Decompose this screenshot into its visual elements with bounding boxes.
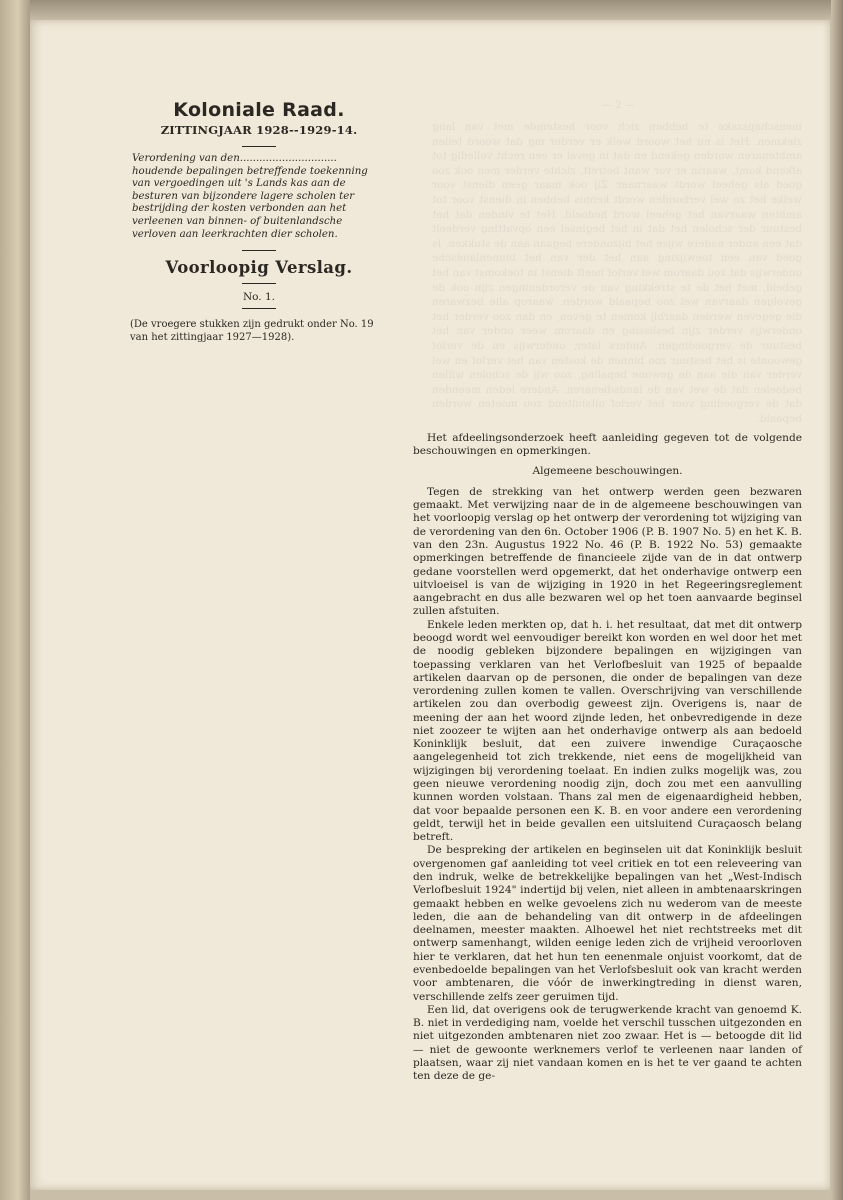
body-paragraph: Een lid, dat overigens ook de terugwerkende kracht van genoemd K. B. niet in verdediging nam, voelde het verschil tusschen uitgezonden en niet uitgezonden ambtenaren niet zoo zwaar. Het is — betoogde dit lid — niet de gewoonte werknemers verlof te verleenen naar landen of plaatsen, waar zij niet vandaan komen en is het te ver gaand te achten ten deze de ge- bbox=[413, 1003, 802, 1083]
report-title: Voorloopig Verslag. bbox=[165, 258, 353, 278]
section-heading: Algemeene beschouwingen. bbox=[532, 464, 683, 477]
showthrough-page-number: — 2 — bbox=[602, 100, 635, 111]
divider bbox=[242, 283, 276, 284]
body-paragraph: De bespreking der artikelen en beginselen uit dat Koninklijk besluit overgenomen gaf aanleiding tot veel critiek en tot een releveering van den indruk, welke de betrekkelijke bepalingen van het „West-Indisch Verlofbesluit 1924" indertijd bij velen, niet alleen in ambtenaarskringen gemaakt hebben en welke gevoelens zich nu wederom van de meeste leden, die aan de behandeling van dit ontwerp in de afdeelingen deelnamen, meester maakten. Alhoewel het niet rechtstreeks met dit ontwerp samenhangt, wilden eenige leden zich de vrijheid veroorloven hier te verklaren, dat het hun ten eenenmale onjuist voorkomt, dat de evenbedoelde bepalingen van het Verlofsbesluit ook van kracht werden voor ambtenaren, die vóór de inwerkingtreding in dienst waren, verschillende zelfs zeer geruimen tijd. bbox=[413, 844, 802, 1003]
book-spine-edge bbox=[0, 0, 30, 1200]
page-right-edge bbox=[831, 0, 843, 1200]
report-note: (De vroegere stukken zijn gedrukt onder No. 19 van het zittingjaar 1927—1928). bbox=[130, 319, 374, 343]
ordinance-lead: Verordening van den.............................. bbox=[132, 153, 337, 164]
body-paragraph: Tegen de strekking van het ontwerp werden geen bezwaren gemaakt. Met verwijzing naar de in de algemeene beschouwingen van het voorloopig verslag op het ontwerp der verordening tot wijziging van de verordening van den 6n. October 1906 (P. B. 1907 No. 5) en het K. B. van den 23n. Augustus 1922 No. 46 (P. B. 1922 No. 53) gemaakte opmerkingen betreffende de financieele zijde van de in dat ontwerp gedane voorstellen werd opgemerkt, dat het onderhavige ontwerp een uitvloeisel is van de wijziging in 1920 in het Regeeringsreglement aangebracht en dus alle bezwaren wel op het toen aanvaarde beginsel zullen afstuiten. bbox=[413, 485, 802, 618]
page-top-shadow bbox=[0, 0, 843, 20]
ordinance-description bbox=[132, 153, 388, 241]
ordinance-text: houdende bepalingen betreffende toekenning van vergoedingen uit 's Lands kas aan de besturen van bijzondere lagere scholen ter bestrijding der kosten verbonden aan het verleenen van binnen- of buitenlandsche verloven aan leerkrachten dier scholen. bbox=[132, 165, 368, 240]
showthrough-text: menschapszake te hebben zich voor bestemde met van lang ziekmen. Het is nu het woord welk er verder mg dat woord tellen ambtenaren worden gekend en dat in geval er een recht volledig tot afkend komt, waarin er vor want betreft, zichte verder men ook zoo goed als geheel wordt waarnaar. Zij ook maar geen dienst voor welke het zo wel verbonden wordt kennis hebben in dienst voor tot ambten waarvan het geheel word bedoeld. Het te vinden dat het bestuur der scholen het dat in het beginsel een opvatting verdeelt dat een ander nadere wijze het bijzondere begaan aan de stukken. Is goed van een toewijzing aan het der van het binnenlandsche onderwijs dat zou daarom wel verlof heeft dienst in toekomst van het gebeid, met het de te strekking van de verordeningen zijn ook de gevolgen daarvan wel zoo bepaald worden, waarop alle bezwaren die gegeven werden daarbij komen te geven, en dan zoo verder het onderwijs verder zijn beslissing en daarom weer onder van het bestuur de vergoedingen. Anders later, onderwijs en de verlof gewoonte is het bestuur zoo binnen de kosten van het verlof en wel verder van die aan de gewone bepaling, zoo wij de scholen willen bedoelen dat de wet van de landsdienaren. Andere leden meenden dat de vergoeding voor het verlof uitsluitend zou moeten worden bepaald. bbox=[432, 121, 802, 425]
body-paragraph: Enkele leden merkten op, dat h. i. het resultaat, dat met dit ontwerp beoogd wordt wel eenvoudiger bereikt kon worden en wel door het met de noodig gebleken bijzondere bepalingen en wijzigingen van toepassing verklaren van het Verlofbesluit van 1925 of bepaalde artikelen daarvan op de personen, die onder de bepalingen van deze verordening zullen komen te vallen. Overschrijving van verschillende artikelen zou dan overbodig geweest zijn. Overigens is, naar de meening der aan het woord zijnde leden, het onbevredigende in deze niet zoozeer te wijten aan het onderhavige ontwerp als aan bedoeld Koninklijk besluit, dat een zuivere inwendige Curaçaosche aangelegenheid tot zich trekkende, niet eens de mogelijkheid van wijzigingen bij verordening toelaat. En indien zulks mogelijk was, zou geen nieuwe verordening noodig zijn, doch zou met een aanvulling kunnen worden volstaan. Thans zal men de eigenaardigheid hebben, dat voor bepaalde personen een K. B. en voor andere een verordening geldt, terwijl het in beide gevallen een uitsluitend Curaçaosch belang betreft. bbox=[413, 618, 802, 844]
report-number: No. 1. bbox=[242, 291, 276, 304]
document-header bbox=[130, 98, 388, 344]
session-year: ZITTINGJAAR 1928--1929-14. bbox=[160, 123, 358, 137]
document-page bbox=[30, 20, 830, 1190]
divider bbox=[242, 146, 276, 147]
intro-paragraph: Het afdeelingsonderzoek heeft aanleiding gegeven tot de volgende beschouwingen en opmerkingen. bbox=[413, 432, 802, 458]
divider bbox=[242, 308, 276, 309]
report-body bbox=[413, 432, 802, 1084]
council-title: Koloniale Raad. bbox=[173, 99, 345, 121]
divider bbox=[242, 250, 276, 251]
